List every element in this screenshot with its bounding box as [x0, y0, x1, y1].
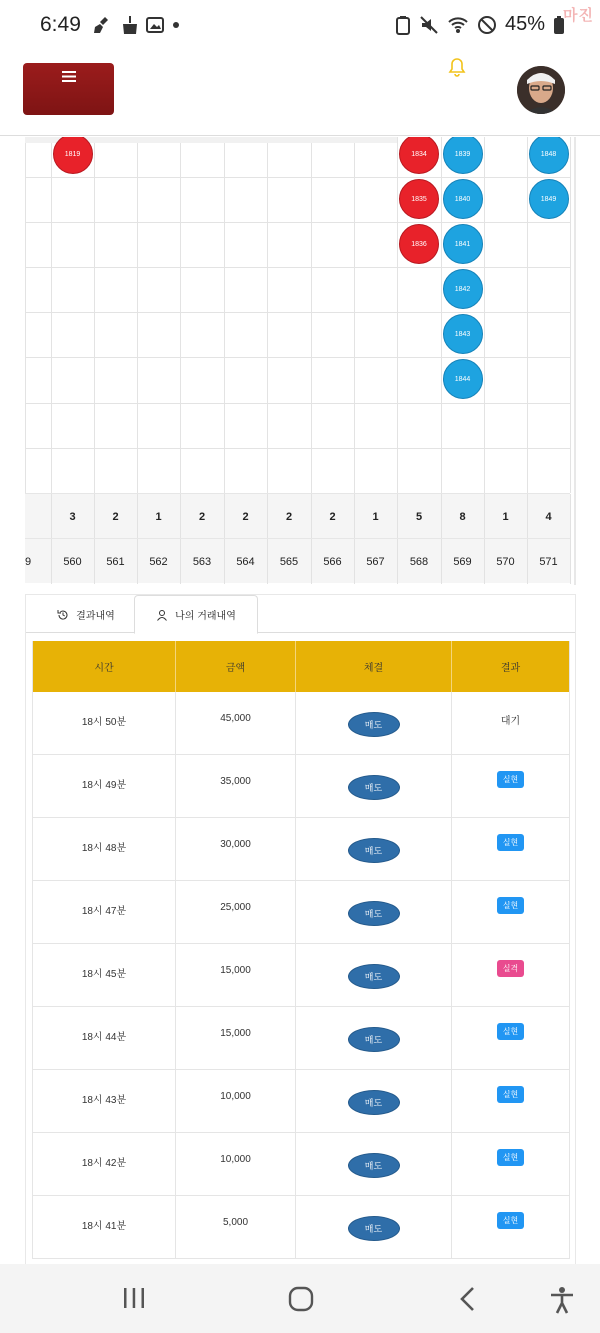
cell-execution: [296, 1007, 452, 1070]
trade-table: [32, 641, 570, 1259]
notification-icons: [92, 15, 181, 35]
result-ball: 1843: [443, 314, 483, 354]
cell-execution: [296, 1196, 452, 1259]
header-execution: 체결: [296, 641, 452, 692]
column-sum: 5: [415, 510, 423, 523]
tab-results[interactable]: [38, 595, 134, 634]
sell-button[interactable]: 매도: [348, 712, 400, 737]
table-row: [33, 1133, 569, 1196]
cell-result: [452, 1070, 569, 1133]
app-header: [0, 50, 600, 136]
result-board: [25, 137, 576, 585]
cell-amount: 45,000: [176, 692, 296, 755]
do-not-disturb-icon: [477, 15, 497, 35]
cell-execution: [296, 692, 452, 755]
table-row: [33, 1196, 569, 1259]
result-ball: 1842: [443, 269, 483, 309]
recycle-icon: [395, 15, 411, 35]
dot-icon: [171, 16, 181, 34]
cell-amount: 35,000: [176, 755, 296, 818]
mute-icon: [419, 15, 439, 35]
table-row: [33, 944, 569, 1007]
cell-result: [452, 1196, 569, 1259]
user-icon: [156, 609, 168, 621]
result-badge: 실현: [497, 771, 524, 788]
table-row: [33, 818, 569, 881]
hamburger-icon: [62, 71, 76, 82]
cell-time: 18시 42분: [33, 1133, 176, 1196]
column-index: 9: [25, 555, 32, 568]
result-ball: 1819: [53, 137, 93, 174]
cell-result: [452, 692, 569, 755]
cell-time: 18시 49분: [33, 755, 176, 818]
column-index: 562: [149, 555, 168, 568]
cell-time: 18시 41분: [33, 1196, 176, 1259]
cell-time: 18시 43분: [33, 1070, 176, 1133]
column-sum: 8: [459, 510, 466, 523]
menu-button[interactable]: [23, 63, 114, 115]
tab-my-trades-label: 나의 거래내역: [175, 611, 236, 622]
header-time: 시간: [33, 641, 176, 692]
table-row: [33, 755, 569, 818]
column-index: 570: [496, 555, 515, 568]
broom-icon: [92, 15, 112, 35]
image-icon: [146, 16, 164, 34]
column-sum: 3: [69, 510, 76, 523]
cell-execution: [296, 881, 452, 944]
system-icons: [395, 13, 565, 36]
result-badge: 실현: [497, 897, 524, 914]
sell-button[interactable]: 매도: [348, 1216, 400, 1241]
result-ball: 1836: [399, 224, 439, 264]
column-sums-row: [25, 493, 570, 538]
cell-time: 18시 50분: [33, 692, 176, 755]
column-sum: 2: [198, 510, 206, 523]
status-time: 6:49: [40, 13, 81, 36]
cell-amount: 30,000: [176, 818, 296, 881]
back-icon[interactable]: [458, 1286, 478, 1312]
result-ball: 1848: [529, 137, 569, 174]
column-sum: 2: [242, 510, 249, 523]
header-amount: 금액: [176, 641, 296, 692]
board-grid: [25, 137, 576, 493]
result-ball: 1839: [443, 137, 483, 174]
column-sum: 1: [155, 510, 162, 523]
column-sum: 2: [112, 510, 119, 523]
table-body: [33, 692, 569, 1259]
cell-result: [452, 1133, 569, 1196]
battery-percent: 45%: [504, 13, 545, 35]
cell-amount: 10,000: [176, 1070, 296, 1133]
result-badge: 실현: [497, 1023, 524, 1040]
column-index: 564: [236, 555, 255, 568]
column-sum: 2: [285, 510, 293, 523]
column-index: 563: [192, 555, 212, 568]
home-icon[interactable]: [288, 1286, 314, 1312]
column-index: 571: [539, 555, 558, 568]
sell-button[interactable]: 매도: [348, 964, 400, 989]
history-icon: [57, 609, 69, 621]
cell-time: 18시 44분: [33, 1007, 176, 1070]
cell-time: 18시 47분: [33, 881, 176, 944]
cell-result: [452, 1007, 569, 1070]
cell-amount: 15,000: [176, 1007, 296, 1070]
system-nav-bar: [0, 1264, 600, 1333]
accessibility-icon[interactable]: [549, 1286, 575, 1314]
result-ball: 1840: [443, 179, 483, 219]
column-index: 565: [279, 555, 299, 568]
cell-result: [452, 944, 569, 1007]
sell-button[interactable]: 매도: [348, 838, 400, 863]
row-divider: [570, 494, 571, 539]
column-sum: 4: [545, 510, 552, 523]
cell-amount: 5,000: [176, 1196, 296, 1259]
wifi-icon: [447, 15, 469, 35]
result-ball: 1841: [443, 224, 483, 264]
table-row: [33, 881, 569, 944]
cell-execution: [296, 755, 452, 818]
result-badge: 실현: [497, 1212, 524, 1229]
cell-execution: [296, 818, 452, 881]
tab-results-label: 결과내역: [76, 611, 115, 622]
result-ball: 1849: [529, 179, 569, 219]
sell-button[interactable]: 매도: [348, 1153, 400, 1178]
column-index: 561: [106, 555, 125, 568]
header-result: 결과: [500, 663, 521, 674]
cell-time: 18시 48분: [33, 818, 176, 881]
cell-amount: 25,000: [176, 881, 296, 944]
avatar-image: [517, 66, 565, 114]
cell-amount: 10,000: [176, 1133, 296, 1196]
history-panel: [25, 594, 576, 1274]
table-row: [33, 1007, 569, 1070]
status-bar: [0, 0, 600, 50]
cell-execution: [296, 944, 452, 1007]
result-badge: 실격: [497, 960, 524, 977]
result-ball: 1834: [399, 137, 439, 174]
result-badge: 실현: [497, 1149, 524, 1166]
column-index: 568: [409, 555, 429, 568]
bell-icon[interactable]: [446, 56, 468, 78]
watermark: 마진: [563, 7, 594, 24]
column-index: 569: [453, 555, 472, 568]
result-badge: 실현: [497, 834, 524, 851]
tab-bar: [26, 595, 575, 633]
table-row: [33, 692, 569, 755]
sell-button[interactable]: 매도: [348, 1027, 400, 1052]
result-ball: 1844: [443, 359, 483, 399]
column-sum: [25, 494, 51, 539]
sell-button[interactable]: 매도: [348, 1090, 400, 1115]
cell-execution: [296, 1070, 452, 1133]
column-sum: 2: [329, 510, 336, 523]
sell-button[interactable]: 매도: [348, 775, 400, 800]
column-sum: 1: [502, 510, 509, 523]
result-text: 대기: [500, 716, 521, 727]
cell-amount: 15,000: [176, 944, 296, 1007]
column-index-row: [25, 538, 570, 583]
avatar[interactable]: [517, 66, 565, 114]
cell-result: [452, 818, 569, 881]
table-header: [33, 641, 569, 692]
broom-icon: [119, 15, 139, 35]
cell-result: [452, 755, 569, 818]
result-badge: 실현: [497, 1086, 524, 1103]
recent-apps-icon[interactable]: [122, 1286, 146, 1310]
cell-result: [452, 881, 569, 944]
tab-my-trades[interactable]: [134, 595, 258, 634]
row-divider: [570, 539, 571, 584]
column-sum: 1: [372, 510, 379, 523]
result-ball: 1835: [399, 179, 439, 219]
cell-execution: [296, 1133, 452, 1196]
column-index: 566: [323, 555, 342, 568]
column-index: 560: [63, 555, 82, 568]
cell-time: 18시 45분: [33, 944, 176, 1007]
table-row: [33, 1070, 569, 1133]
column-index: 567: [366, 555, 385, 568]
sell-button[interactable]: 매도: [348, 901, 400, 926]
